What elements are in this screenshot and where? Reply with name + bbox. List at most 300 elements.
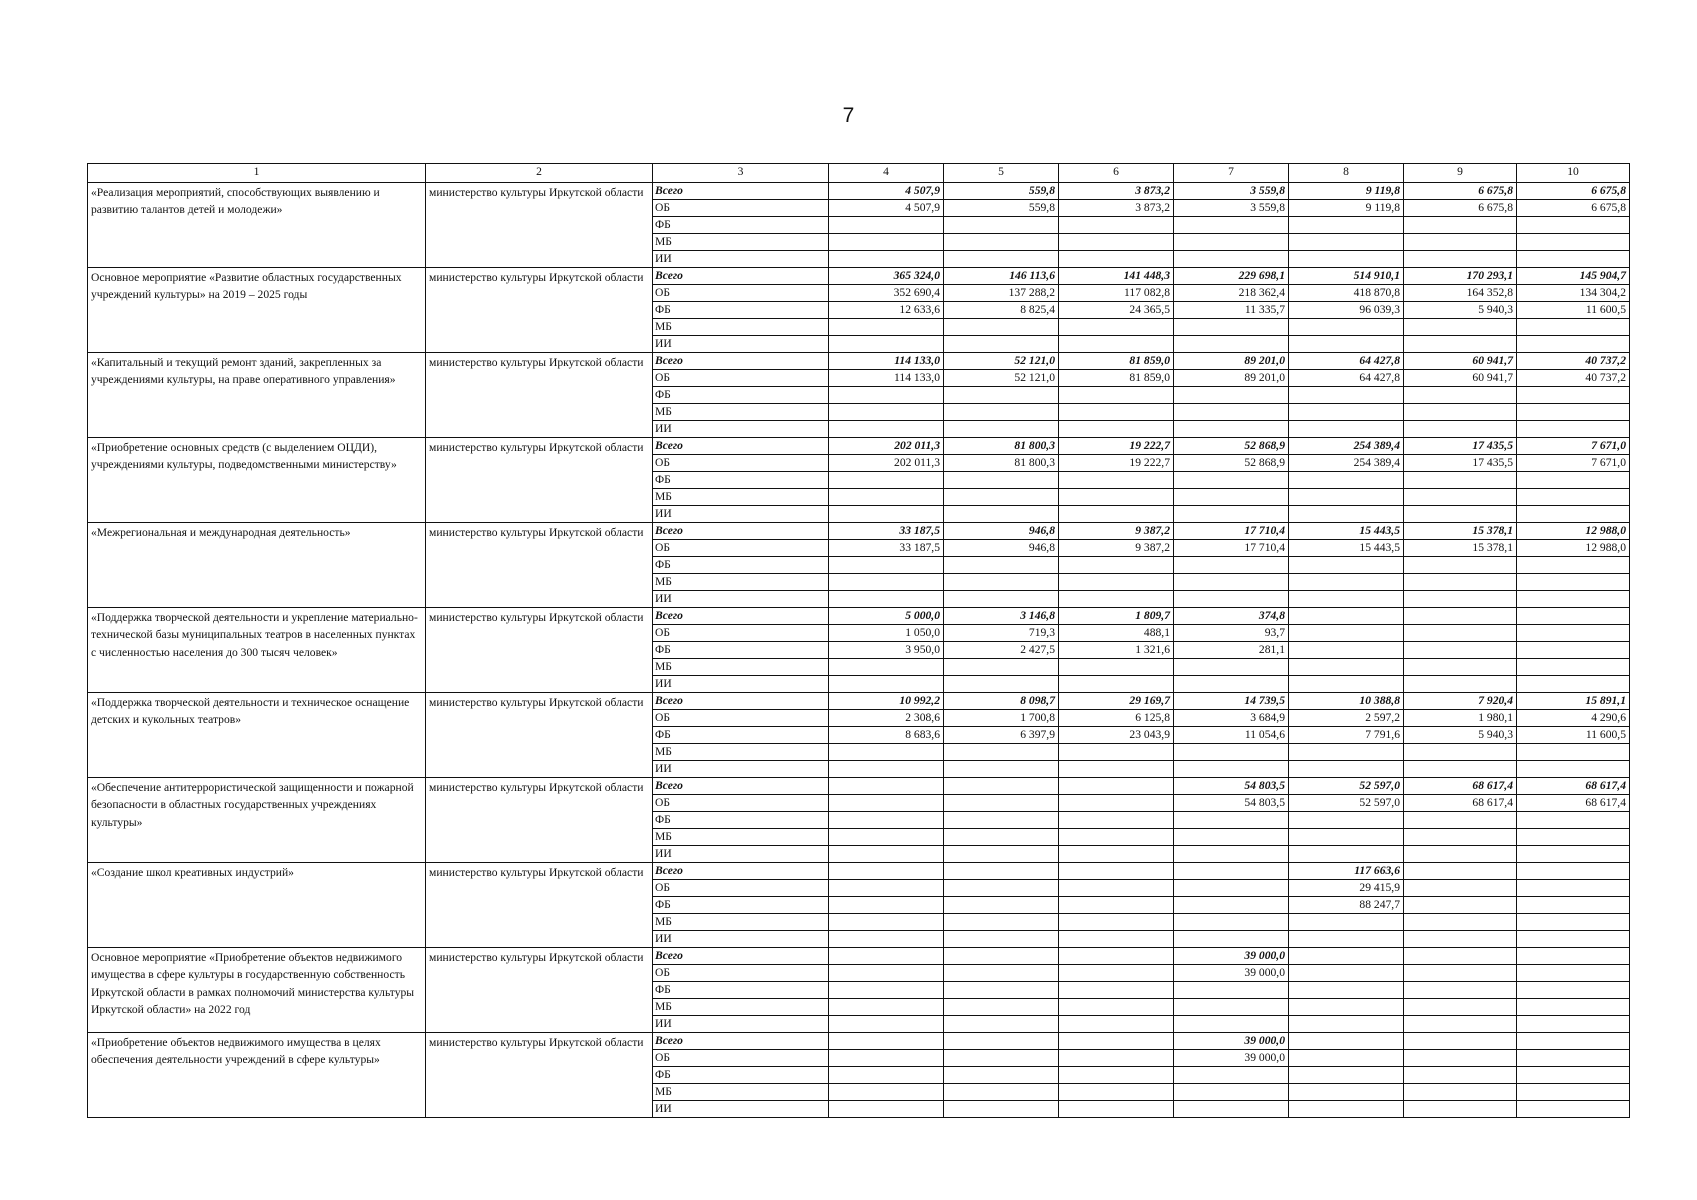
measure-description: «Реализация мероприятий, способствующих выявлению и развитию талантов детей и молодежи» <box>88 183 426 268</box>
amount-cell <box>829 217 944 234</box>
amount-cell <box>1289 234 1404 251</box>
amount-cell: 137 288,2 <box>944 285 1059 302</box>
amount-cell: 3 146,8 <box>944 608 1059 625</box>
amount-cell <box>944 1084 1059 1101</box>
amount-cell <box>829 863 944 880</box>
funding-source: ФБ <box>653 387 829 404</box>
amount-cell <box>1517 217 1630 234</box>
amount-cell <box>944 948 1059 965</box>
amount-cell <box>829 251 944 268</box>
measure-description: «Приобретение основных средств (с выделением ОЦДИ), учреждениями культуры, подведомственными министерству» <box>88 438 426 523</box>
amount-cell <box>1174 489 1289 506</box>
funding-source: Всего <box>653 693 829 710</box>
funding-source: ИИ <box>653 676 829 693</box>
amount-cell: 29 169,7 <box>1059 693 1174 710</box>
amount-cell <box>944 1016 1059 1033</box>
amount-cell <box>1289 642 1404 659</box>
amount-cell <box>829 659 944 676</box>
amount-cell: 10 992,2 <box>829 693 944 710</box>
amount-cell: 6 675,8 <box>1517 200 1630 217</box>
funding-source: ФБ <box>653 812 829 829</box>
amount-cell <box>1289 931 1404 948</box>
responsible-executor: министерство культуры Иркутской области <box>426 438 653 523</box>
amount-cell: 9 119,8 <box>1289 200 1404 217</box>
amount-cell: 5 940,3 <box>1404 302 1517 319</box>
amount-cell <box>1059 1101 1174 1118</box>
amount-cell <box>1404 336 1517 353</box>
funding-source: ИИ <box>653 761 829 778</box>
amount-cell <box>1059 914 1174 931</box>
amount-cell <box>1289 472 1404 489</box>
amount-cell <box>1059 574 1174 591</box>
amount-cell <box>944 489 1059 506</box>
amount-cell <box>944 829 1059 846</box>
amount-cell <box>1059 880 1174 897</box>
amount-cell: 4 507,9 <box>829 183 944 200</box>
amount-cell <box>829 897 944 914</box>
amount-cell <box>1059 965 1174 982</box>
amount-cell <box>1059 404 1174 421</box>
amount-cell <box>944 421 1059 438</box>
amount-cell <box>1174 914 1289 931</box>
amount-cell <box>944 982 1059 999</box>
funding-source: ФБ <box>653 982 829 999</box>
amount-cell: 3 873,2 <box>1059 200 1174 217</box>
amount-cell <box>829 982 944 999</box>
amount-cell <box>1059 795 1174 812</box>
amount-cell: 3 950,0 <box>829 642 944 659</box>
amount-cell <box>944 251 1059 268</box>
amount-cell <box>944 999 1059 1016</box>
amount-cell <box>1517 574 1630 591</box>
amount-cell <box>1174 1016 1289 1033</box>
funding-source: Всего <box>653 268 829 285</box>
amount-cell <box>944 506 1059 523</box>
amount-cell: 88 247,7 <box>1289 897 1404 914</box>
amount-cell <box>1059 591 1174 608</box>
amount-cell <box>829 1084 944 1101</box>
amount-cell: 1 700,8 <box>944 710 1059 727</box>
amount-cell: 5 940,3 <box>1404 727 1517 744</box>
amount-cell: 2 597,2 <box>1289 710 1404 727</box>
amount-cell: 33 187,5 <box>829 523 944 540</box>
amount-cell <box>1517 608 1630 625</box>
amount-cell: 114 133,0 <box>829 370 944 387</box>
funding-source: МБ <box>653 319 829 336</box>
funding-source: ОБ <box>653 965 829 982</box>
amount-cell <box>1289 965 1404 982</box>
amount-cell <box>1404 914 1517 931</box>
amount-cell <box>1059 489 1174 506</box>
amount-cell <box>1404 421 1517 438</box>
amount-cell <box>1404 642 1517 659</box>
amount-cell: 39 000,0 <box>1174 1033 1289 1050</box>
amount-cell: 81 800,3 <box>944 438 1059 455</box>
amount-cell <box>1174 217 1289 234</box>
amount-cell <box>1289 217 1404 234</box>
amount-cell <box>829 404 944 421</box>
amount-cell: 17 710,4 <box>1174 523 1289 540</box>
amount-cell <box>1059 421 1174 438</box>
amount-cell <box>1404 863 1517 880</box>
amount-cell <box>1059 778 1174 795</box>
amount-cell <box>1517 336 1630 353</box>
amount-cell: 89 201,0 <box>1174 353 1289 370</box>
amount-cell <box>1174 319 1289 336</box>
amount-cell <box>944 659 1059 676</box>
amount-cell <box>1404 931 1517 948</box>
measure-description: «Капитальный и текущий ремонт зданий, закрепленных за учреждениями культуры, на праве оперативного управления» <box>88 353 426 438</box>
funding-source: Всего <box>653 438 829 455</box>
amount-cell <box>1404 846 1517 863</box>
funding-source: ФБ <box>653 897 829 914</box>
amount-cell <box>829 1050 944 1067</box>
amount-cell: 39 000,0 <box>1174 948 1289 965</box>
header-cell: 9 <box>1404 164 1517 183</box>
amount-cell <box>829 336 944 353</box>
amount-cell <box>1517 642 1630 659</box>
amount-cell <box>1059 336 1174 353</box>
amount-cell <box>1174 251 1289 268</box>
amount-cell <box>829 795 944 812</box>
amount-cell: 40 737,2 <box>1517 353 1630 370</box>
amount-cell <box>829 1067 944 1084</box>
amount-cell <box>1404 812 1517 829</box>
header-cell: 6 <box>1059 164 1174 183</box>
amount-cell <box>1517 1084 1630 1101</box>
amount-cell: 559,8 <box>944 183 1059 200</box>
amount-cell <box>1059 897 1174 914</box>
funding-source: Всего <box>653 183 829 200</box>
amount-cell: 9 387,2 <box>1059 523 1174 540</box>
funding-source: Всего <box>653 608 829 625</box>
amount-cell: 11 600,5 <box>1517 302 1630 319</box>
amount-cell: 254 389,4 <box>1289 438 1404 455</box>
funding-source: ОБ <box>653 200 829 217</box>
funding-source: МБ <box>653 574 829 591</box>
amount-cell <box>1289 744 1404 761</box>
amount-cell <box>1404 1016 1517 1033</box>
amount-cell <box>1289 506 1404 523</box>
amount-cell <box>944 778 1059 795</box>
amount-cell <box>1289 1101 1404 1118</box>
amount-cell <box>1517 999 1630 1016</box>
amount-cell: 9 387,2 <box>1059 540 1174 557</box>
amount-cell: 17 435,5 <box>1404 438 1517 455</box>
amount-cell <box>1404 608 1517 625</box>
amount-cell: 33 187,5 <box>829 540 944 557</box>
amount-cell <box>944 795 1059 812</box>
amount-cell: 81 859,0 <box>1059 353 1174 370</box>
amount-cell <box>1404 999 1517 1016</box>
amount-cell: 15 378,1 <box>1404 523 1517 540</box>
amount-cell <box>1289 421 1404 438</box>
amount-cell <box>1174 761 1289 778</box>
amount-cell <box>944 744 1059 761</box>
amount-cell: 202 011,3 <box>829 455 944 472</box>
amount-cell <box>1174 897 1289 914</box>
amount-cell <box>1517 319 1630 336</box>
amount-cell <box>829 1033 944 1050</box>
amount-cell <box>829 1016 944 1033</box>
amount-cell <box>1517 863 1630 880</box>
header-cell: 7 <box>1174 164 1289 183</box>
amount-cell <box>1517 676 1630 693</box>
amount-cell <box>1289 404 1404 421</box>
amount-cell <box>1404 489 1517 506</box>
amount-cell <box>944 1033 1059 1050</box>
amount-cell <box>829 574 944 591</box>
responsible-executor: министерство культуры Иркутской области <box>426 693 653 778</box>
responsible-executor: министерство культуры Иркутской области <box>426 353 653 438</box>
amount-cell <box>829 999 944 1016</box>
funding-source: МБ <box>653 659 829 676</box>
amount-cell: 54 803,5 <box>1174 795 1289 812</box>
amount-cell <box>1174 931 1289 948</box>
amount-cell <box>1059 931 1174 948</box>
measure-description: Основное мероприятие «Приобретение объектов недвижимого имущества в сфере культуры в государственную собственность Иркутской области в рамках полномочий министерства культуры Иркутской области» на 2022 год <box>88 948 426 1033</box>
amount-cell: 39 000,0 <box>1174 965 1289 982</box>
funding-source: Всего <box>653 778 829 795</box>
amount-cell <box>944 336 1059 353</box>
amount-cell <box>1289 251 1404 268</box>
amount-cell <box>1289 1016 1404 1033</box>
amount-cell <box>1289 489 1404 506</box>
amount-cell <box>1404 982 1517 999</box>
amount-cell <box>1174 812 1289 829</box>
amount-cell: 559,8 <box>944 200 1059 217</box>
amount-cell: 281,1 <box>1174 642 1289 659</box>
amount-cell: 164 352,8 <box>1404 285 1517 302</box>
amount-cell <box>1517 1050 1630 1067</box>
amount-cell: 2 427,5 <box>944 642 1059 659</box>
funding-source: МБ <box>653 999 829 1016</box>
amount-cell: 19 222,7 <box>1059 438 1174 455</box>
amount-cell <box>1174 659 1289 676</box>
amount-cell <box>829 421 944 438</box>
amount-cell: 6 675,8 <box>1517 183 1630 200</box>
amount-cell: 374,8 <box>1174 608 1289 625</box>
amount-cell: 6 397,9 <box>944 727 1059 744</box>
funding-source: ИИ <box>653 931 829 948</box>
amount-cell: 12 988,0 <box>1517 540 1630 557</box>
amount-cell <box>1404 676 1517 693</box>
funding-source: ФБ <box>653 217 829 234</box>
amount-cell <box>1404 319 1517 336</box>
amount-cell: 12 633,6 <box>829 302 944 319</box>
amount-cell <box>1517 1016 1630 1033</box>
amount-cell <box>944 387 1059 404</box>
amount-cell <box>1404 659 1517 676</box>
amount-cell: 6 675,8 <box>1404 183 1517 200</box>
amount-cell <box>1289 557 1404 574</box>
amount-cell: 17 435,5 <box>1404 455 1517 472</box>
amount-cell: 719,3 <box>944 625 1059 642</box>
amount-cell: 229 698,1 <box>1174 268 1289 285</box>
amount-cell <box>1174 1084 1289 1101</box>
amount-cell <box>1059 472 1174 489</box>
amount-cell <box>1404 251 1517 268</box>
amount-cell <box>829 778 944 795</box>
amount-cell <box>1517 251 1630 268</box>
funding-source: ИИ <box>653 421 829 438</box>
funding-source: ФБ <box>653 642 829 659</box>
amount-cell <box>1517 761 1630 778</box>
amount-cell <box>1517 404 1630 421</box>
amount-cell: 68 617,4 <box>1517 778 1630 795</box>
amount-cell <box>1517 421 1630 438</box>
amount-cell: 14 739,5 <box>1174 693 1289 710</box>
section-total-row <box>88 863 1630 880</box>
amount-cell <box>1404 1084 1517 1101</box>
header-cell: 8 <box>1289 164 1404 183</box>
amount-cell <box>1289 999 1404 1016</box>
amount-cell <box>944 965 1059 982</box>
funding-source: ОБ <box>653 710 829 727</box>
measure-description: Основное мероприятие «Развитие областных государственных учреждений культуры» на 2019 – 2025 годы <box>88 268 426 353</box>
amount-cell: 352 690,4 <box>829 285 944 302</box>
amount-cell <box>1059 234 1174 251</box>
amount-cell: 117 082,8 <box>1059 285 1174 302</box>
amount-cell: 3 684,9 <box>1174 710 1289 727</box>
funding-source: ОБ <box>653 285 829 302</box>
amount-cell: 9 119,8 <box>1289 183 1404 200</box>
amount-cell <box>1174 591 1289 608</box>
amount-cell <box>1289 982 1404 999</box>
amount-cell <box>1517 659 1630 676</box>
amount-cell <box>1404 880 1517 897</box>
amount-cell <box>944 574 1059 591</box>
amount-cell: 4 507,9 <box>829 200 944 217</box>
amount-cell <box>1289 676 1404 693</box>
amount-cell <box>829 387 944 404</box>
amount-cell: 418 870,8 <box>1289 285 1404 302</box>
funding-source: ИИ <box>653 591 829 608</box>
amount-cell <box>1174 557 1289 574</box>
amount-cell: 218 362,4 <box>1174 285 1289 302</box>
amount-cell <box>1404 387 1517 404</box>
header-cell: 1 <box>88 164 426 183</box>
amount-cell: 11 054,6 <box>1174 727 1289 744</box>
amount-cell <box>829 948 944 965</box>
amount-cell <box>1517 914 1630 931</box>
funding-source: ИИ <box>653 846 829 863</box>
amount-cell <box>829 880 944 897</box>
funding-source: МБ <box>653 829 829 846</box>
amount-cell <box>1517 591 1630 608</box>
section-total-row <box>88 183 1630 200</box>
responsible-executor: министерство культуры Иркутской области <box>426 608 653 693</box>
amount-cell <box>1059 217 1174 234</box>
amount-cell <box>1517 489 1630 506</box>
responsible-executor: министерство культуры Иркутской области <box>426 523 653 608</box>
amount-cell <box>1059 1084 1174 1101</box>
amount-cell <box>1289 948 1404 965</box>
amount-cell <box>1404 1033 1517 1050</box>
amount-cell <box>944 1050 1059 1067</box>
header-cell: 5 <box>944 164 1059 183</box>
amount-cell: 7 791,6 <box>1289 727 1404 744</box>
amount-cell <box>829 829 944 846</box>
amount-cell: 11 600,5 <box>1517 727 1630 744</box>
amount-cell <box>1174 846 1289 863</box>
amount-cell <box>944 1101 1059 1118</box>
funding-source: МБ <box>653 404 829 421</box>
amount-cell <box>944 472 1059 489</box>
amount-cell: 3 873,2 <box>1059 183 1174 200</box>
section-total-row <box>88 1033 1630 1050</box>
amount-cell <box>944 880 1059 897</box>
amount-cell <box>944 897 1059 914</box>
funding-source: ОБ <box>653 455 829 472</box>
responsible-executor: министерство культуры Иркутской области <box>426 948 653 1033</box>
amount-cell <box>1404 948 1517 965</box>
amount-cell: 29 415,9 <box>1289 880 1404 897</box>
amount-cell <box>829 591 944 608</box>
amount-cell <box>1174 1067 1289 1084</box>
responsible-executor: министерство культуры Иркутской области <box>426 268 653 353</box>
amount-cell: 5 000,0 <box>829 608 944 625</box>
funding-source: ИИ <box>653 506 829 523</box>
amount-cell: 2 308,6 <box>829 710 944 727</box>
amount-cell: 52 121,0 <box>944 370 1059 387</box>
amount-cell <box>1059 1050 1174 1067</box>
amount-cell <box>1517 982 1630 999</box>
amount-cell <box>1289 336 1404 353</box>
responsible-executor: министерство культуры Иркутской области <box>426 183 653 268</box>
amount-cell: 141 448,3 <box>1059 268 1174 285</box>
amount-cell: 89 201,0 <box>1174 370 1289 387</box>
section-total-row <box>88 268 1630 285</box>
amount-cell <box>1517 387 1630 404</box>
amount-cell <box>944 863 1059 880</box>
amount-cell: 52 868,9 <box>1174 438 1289 455</box>
amount-cell: 15 443,5 <box>1289 523 1404 540</box>
amount-cell <box>1517 965 1630 982</box>
header-cell: 3 <box>653 164 829 183</box>
amount-cell: 15 891,1 <box>1517 693 1630 710</box>
amount-cell <box>1059 829 1174 846</box>
amount-cell <box>1059 506 1174 523</box>
amount-cell <box>1289 846 1404 863</box>
funding-source: ФБ <box>653 472 829 489</box>
page-number: 7 <box>842 104 855 127</box>
amount-cell: 17 710,4 <box>1174 540 1289 557</box>
amount-cell <box>944 931 1059 948</box>
amount-cell <box>1404 1050 1517 1067</box>
amount-cell <box>1517 812 1630 829</box>
amount-cell: 52 868,9 <box>1174 455 1289 472</box>
amount-cell: 24 365,5 <box>1059 302 1174 319</box>
amount-cell <box>1174 880 1289 897</box>
header-cell: 2 <box>426 164 653 183</box>
amount-cell <box>1404 625 1517 642</box>
amount-cell <box>1517 1067 1630 1084</box>
amount-cell: 7 920,4 <box>1404 693 1517 710</box>
amount-cell: 7 671,0 <box>1517 455 1630 472</box>
amount-cell <box>944 761 1059 778</box>
amount-cell: 52 597,0 <box>1289 778 1404 795</box>
amount-cell <box>829 319 944 336</box>
amount-cell <box>829 234 944 251</box>
amount-cell: 488,1 <box>1059 625 1174 642</box>
budget-table <box>87 163 1630 1118</box>
amount-cell <box>1059 761 1174 778</box>
amount-cell: 23 043,9 <box>1059 727 1174 744</box>
measure-description: «Приобретение объектов недвижимого имущества в целях обеспечения деятельности учреждений в сфере культуры» <box>88 1033 426 1118</box>
amount-cell <box>1289 1033 1404 1050</box>
funding-source: МБ <box>653 489 829 506</box>
